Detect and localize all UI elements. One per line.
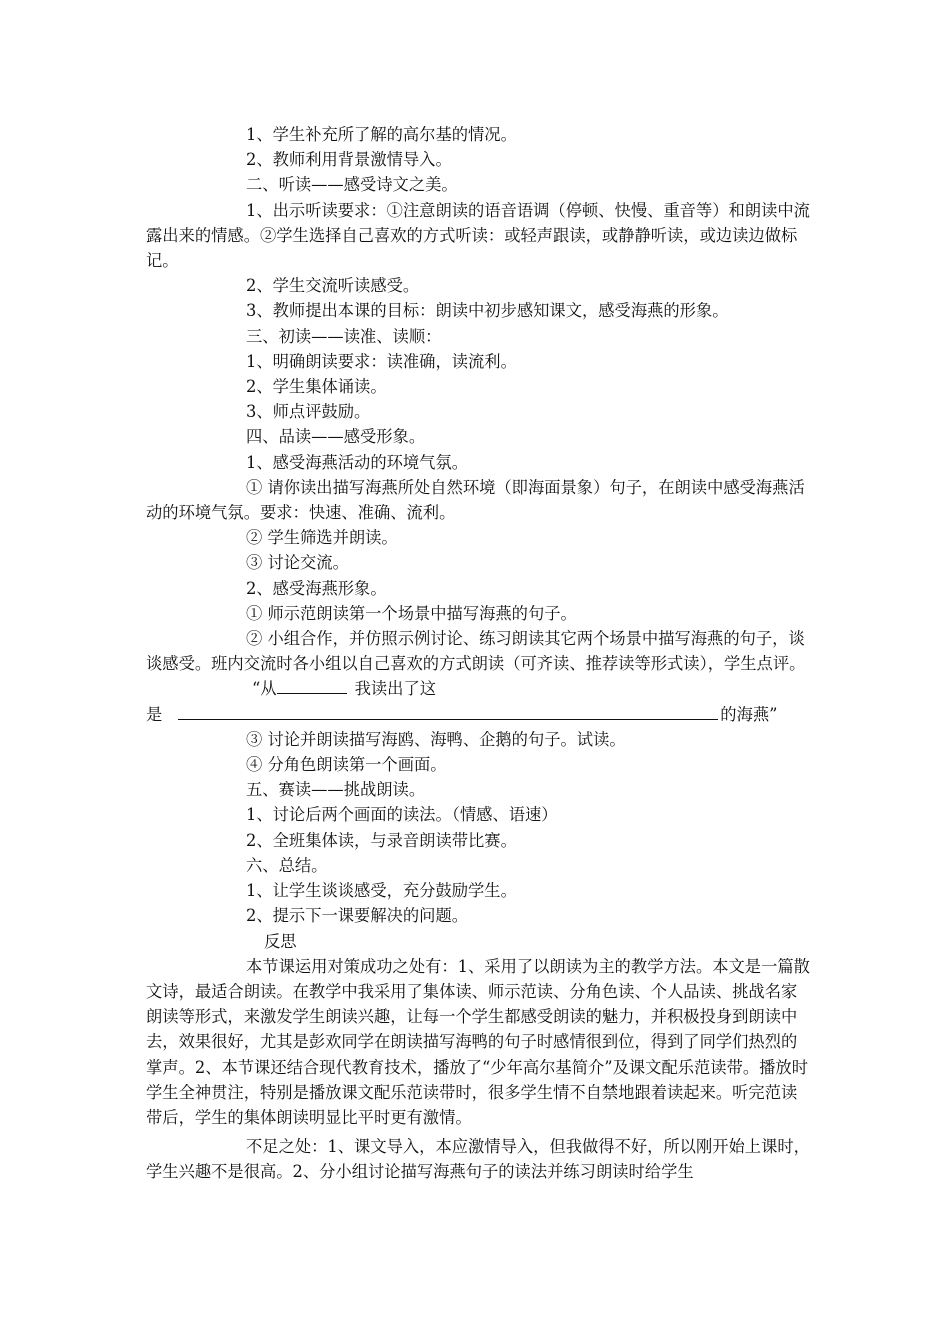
paragraph: ② 小组合作，并仿照示例讨论、练习朗读其它两个场景中描写海燕的句子，谈谈感受。班内交流时各小组以自己喜欢的方式朗读（可齐读、推荐读等形式读），学生点评。 bbox=[146, 629, 806, 674]
fill-in-template-line1 bbox=[146, 676, 810, 701]
section-heading: 五、赛读——挑战朗读。 bbox=[246, 780, 426, 800]
paragraph: 1、明确朗读要求：读准确，读流利。 bbox=[246, 351, 517, 371]
paragraph: 本节课运用对策成功之处有：1、采用了以朗读为主的教学方法。本文是一篇散文诗，最适合朗读。在教学中我采用了集体读、师示范读、分角色读、个人品读、挑战名家朗读等形式，来激发学生朗读兴趣，让每一个学生都感受朗读的魅力，并积极投身到朗读中去，效果很好，尤其是彭欢同学在朗读描写海鸭的句子时感情很到位，得到了同学们热烈的掌声。2、本节课还结合现代教育技术，播放了“少年高尔基简介”及课文配乐范读带。播放时学生全神贯注，特别是播放课文配乐范读带时，很多学生情不自禁地跟着读起来。听完范读带后，学生的集体朗读明显比平时更有激情。 bbox=[146, 956, 810, 1127]
paragraph: 1、出示听读要求：①注意朗读的语音语调（停顿、快慢、重音等）和朗读中流露出来的情感。②学生选择自己喜欢的方式听读：或轻声跟读，或静静听读，或边读边做标记。 bbox=[146, 200, 810, 271]
template-text: “从 bbox=[252, 679, 277, 699]
reflection-heading: 反思 bbox=[264, 931, 297, 951]
paragraph: 2、感受海燕形象。 bbox=[246, 578, 387, 598]
paragraph: 2、学生集体诵读。 bbox=[246, 377, 387, 397]
blank-line bbox=[178, 703, 718, 720]
paragraph: 1、让学生谈谈感受，充分鼓励学生。 bbox=[246, 881, 517, 901]
section-heading: 三、初读——读准、读顺： bbox=[246, 326, 442, 346]
paragraph: ④ 分角色朗读第一个画面。 bbox=[246, 755, 447, 775]
paragraph: 1、感受海燕活动的环境气氛。 bbox=[246, 452, 469, 472]
paragraph: 3、师点评鼓励。 bbox=[246, 402, 371, 422]
paragraph: 不足之处：1、课文导入，本应激情导入，但我做得不好，所以刚开始上课时，学生兴趣不是很高。2、分小组讨论描写海燕句子的读法并练习朗读时给学生 bbox=[146, 1137, 810, 1182]
paragraph: 2、全班集体读，与录音朗读带比赛。 bbox=[246, 830, 517, 850]
section-heading: 六、总结。 bbox=[246, 855, 328, 875]
document-body bbox=[146, 122, 810, 1185]
section-heading: 二、听读——感受诗文之美。 bbox=[246, 175, 458, 195]
section-heading: 四、品读——感受形象。 bbox=[246, 427, 426, 447]
paragraph: 2、学生交流听读感受。 bbox=[246, 276, 420, 296]
paragraph: 2、教师利用背景激情导入。 bbox=[246, 150, 452, 170]
fill-in-template-line2 bbox=[146, 702, 810, 727]
template-text: 的海燕” bbox=[720, 704, 778, 724]
paragraph: ③ 讨论交流。 bbox=[246, 553, 349, 573]
template-text: 是 bbox=[146, 704, 163, 724]
template-text: 我读出了这 bbox=[354, 679, 437, 699]
paragraph: ③ 讨论并朗读描写海鸥、海鸭、企鹅的句子。试读。 bbox=[246, 729, 626, 749]
paragraph: 3、教师提出本课的目标：朗读中初步感知课文，感受海燕的形象。 bbox=[246, 301, 729, 321]
paragraph: 1、学生补充所了解的高尔基的情况。 bbox=[246, 125, 517, 144]
paragraph: 2、提示下一课要解决的问题。 bbox=[246, 906, 469, 926]
paragraph: ② 学生筛选并朗读。 bbox=[246, 528, 398, 548]
blank-line bbox=[277, 677, 347, 694]
paragraph: ① 师示范朗读第一个场景中描写海燕的句子。 bbox=[246, 603, 577, 623]
paragraph: 1、讨论后两个画面的读法。（情感、语速） bbox=[246, 805, 558, 825]
paragraph: ① 请你读出描写海燕所处自然环境（即海面景象）句子，在朗读中感受海燕活动的环境气氛。要求：快速、准确、流利。 bbox=[146, 477, 805, 523]
